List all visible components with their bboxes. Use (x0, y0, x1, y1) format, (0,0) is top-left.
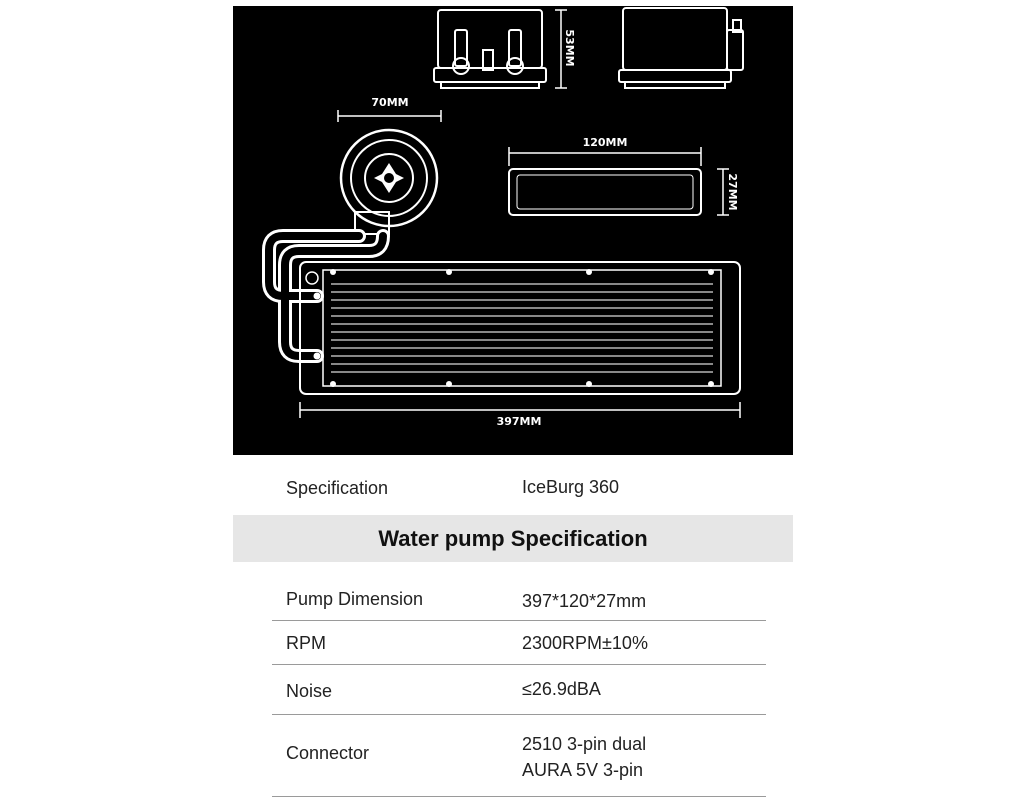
spec-label: RPM (286, 633, 326, 653)
section-title: Water pump Specification (378, 525, 648, 551)
spec-label: Pump Dimension (286, 589, 424, 609)
fan-thickness-label: 27MM (726, 173, 739, 211)
spec-value-line-2: AURA 5V 3-pin (522, 760, 644, 780)
product-value: IceBurg 360 (522, 477, 620, 497)
section-header (233, 515, 793, 562)
pump-top-view (341, 130, 437, 234)
spec-value: 2300RPM±10% (522, 633, 648, 653)
spec-row-rpm (272, 622, 766, 666)
pump-front-view (434, 10, 546, 88)
product-label: Specification (286, 478, 389, 498)
coolant-tubes (269, 236, 383, 356)
pump-diameter-label: 70MM (371, 96, 409, 109)
radiator-screws (330, 269, 714, 387)
fan-width-label: 120MM (582, 136, 628, 149)
pump-diameter-dimension (338, 110, 441, 122)
spec-row-connector (272, 716, 766, 798)
fan-width-dimension (509, 147, 701, 166)
dimension-diagram-svg (233, 6, 793, 455)
product-row (272, 470, 766, 506)
row-divider (272, 714, 766, 715)
spec-label: Noise (286, 681, 333, 701)
row-divider (272, 620, 766, 621)
radiator-length-label: 397MM (496, 415, 542, 428)
row-divider (272, 796, 766, 797)
spec-value-line-1: 2510 3-pin dual (522, 734, 647, 754)
dimension-diagram (233, 6, 793, 455)
radiator-fins (331, 284, 713, 372)
spec-label: Connector (286, 743, 370, 763)
spec-row-pump-dimension (272, 580, 766, 622)
row-divider (272, 664, 766, 665)
fan-side-view (509, 169, 701, 215)
radiator (300, 262, 740, 394)
spec-value: ≤26.9dBA (522, 679, 601, 699)
spec-row-noise (272, 666, 766, 716)
pump-height-label: 53MM (563, 29, 576, 67)
pump-side-view (619, 8, 743, 88)
spec-value: 397*120*27mm (522, 591, 647, 611)
